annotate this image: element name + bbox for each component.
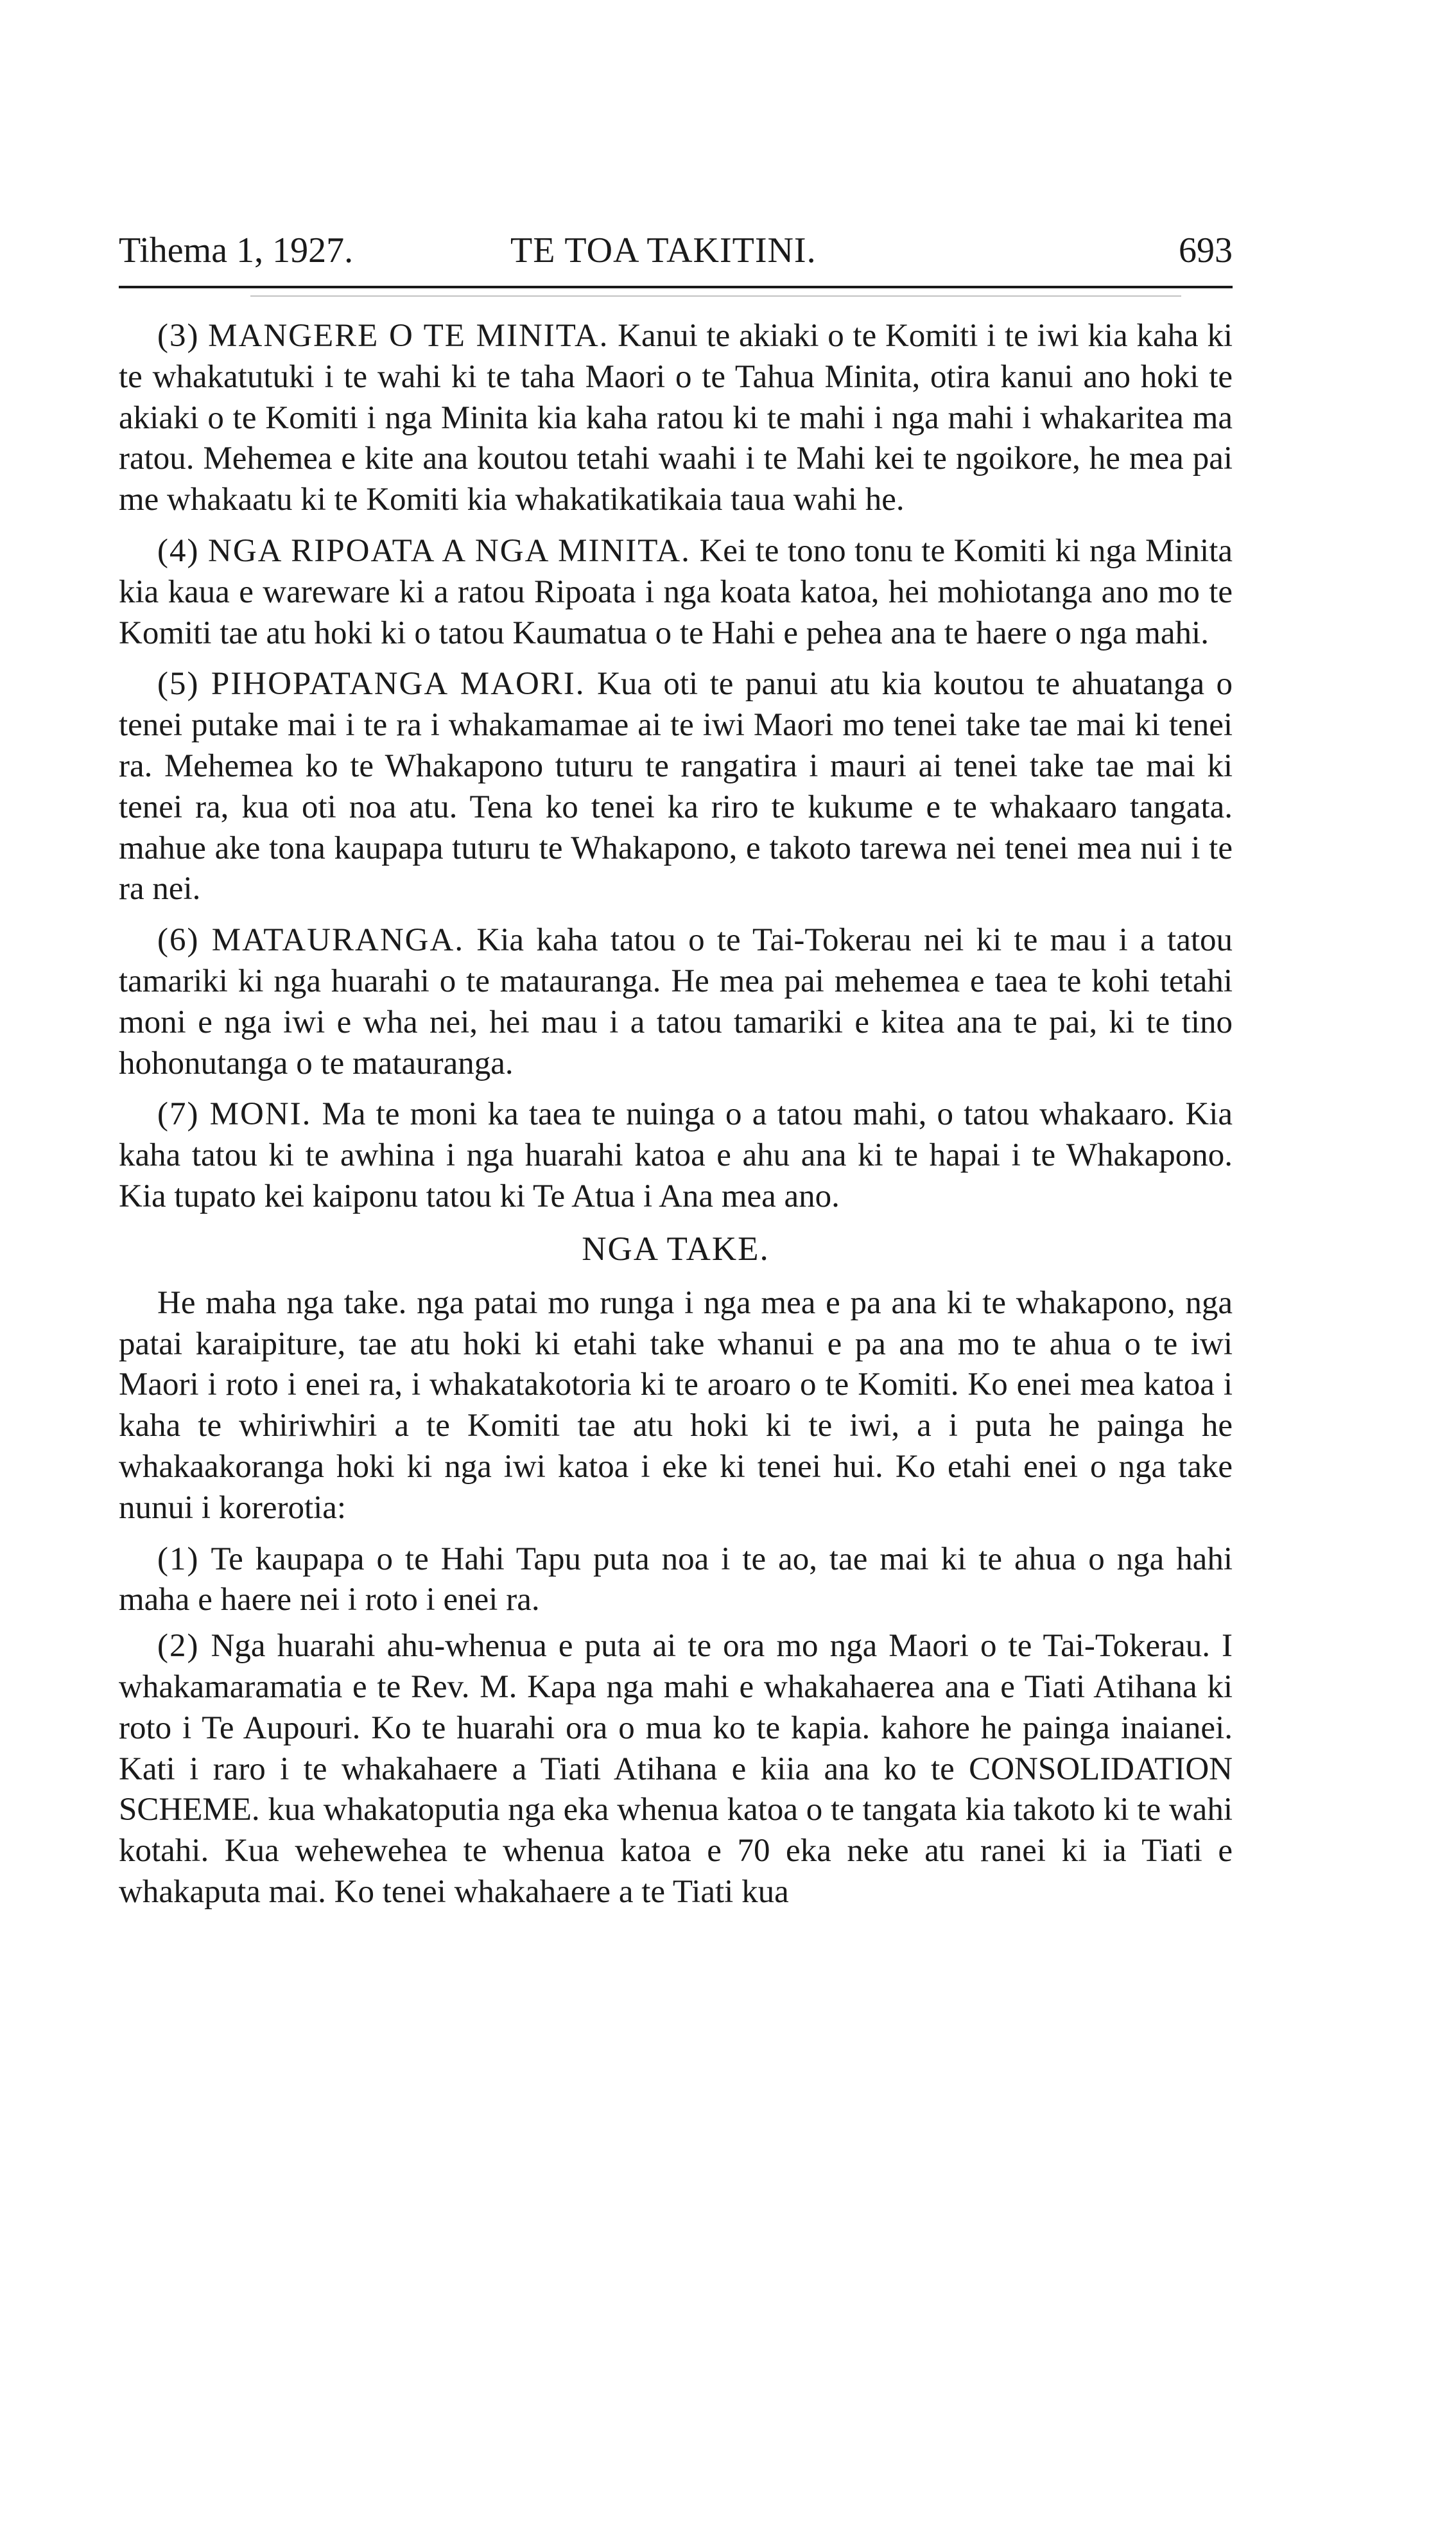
item-text: Nga huarahi ahu-whenua e puta ai te ora mo nga Maori o te Tai-Tokerau. I whakamaramatia e te Rev. M. Kapa nga mahi e whakahaerea ana e Tiati Atihana ki roto i Te Aupouri. Ko te huarahi ora o mua ko te kapia. kahore he painga inaianei. Kati i raro i te whakahaere a Tiati Atihana e kiia ana ko te CONSOLIDATION SCHEME. kua whakatoputia nga eka whenua katoa o te tangata kia takoto ki te wahi kotahi. Kua wehewehea te whenua katoa e 70 eka neke atu ranei ki ia Tiati e whakaputa mai. Ko tenei whakahaere a te Tiati kua bbox=[119, 1628, 1233, 1910]
section-number: (7) bbox=[157, 1096, 200, 1133]
nga-take-heading: NGA TAKE. bbox=[582, 1230, 770, 1268]
section-heading: MATAURANGA. bbox=[211, 922, 465, 959]
item-number: (1) bbox=[157, 1541, 200, 1577]
section-heading: MONI. bbox=[209, 1096, 312, 1133]
section-number: (4) bbox=[157, 532, 200, 569]
section-7 bbox=[119, 1094, 1233, 1217]
header-title: TE TOA TAKITINI. bbox=[510, 231, 817, 270]
page-number: 693 bbox=[1179, 231, 1233, 270]
nga-take-intro: He maha nga take. nga patai mo runga i nga mea e pa ana ki te whakapono, nga patai karaipiture, tae atu hoki ki etahi take whanui e pa ana mo te ahua o te iwi Maori i roto i enei ra, i whakatakotoria ki te aroaro o te Komiti. Ko enei mea katoa i kaha te whiriwhiri a te Komiti tae atu hoki ki te iwi, a i puta he painga he whakaakoranga hoki ki nga iwi katoa i eke ki tenei hui. Ko etahi enei o nga take nunui i korerotia: bbox=[119, 1284, 1233, 1526]
section-number: (5) bbox=[157, 666, 200, 703]
header-rule-secondary bbox=[250, 295, 1181, 297]
header-rule bbox=[119, 286, 1233, 288]
section-heading: PIHOPATANGA MAORI. bbox=[211, 666, 585, 703]
body-text bbox=[119, 316, 1233, 1918]
section-6 bbox=[119, 920, 1233, 1084]
section-text: Kei te tono tonu te Komiti ki nga Minita kia kaua e wareware ki a ratou Ripoata i nga koata katoa, hei mohiotanga ano mo te Komiti tae atu hoki ki o tatou Kaumatua o te Hahi e pehea ana te haere o nga mahi. bbox=[119, 532, 1233, 651]
section-text: Ma te moni ka taea te nuinga o a tatou mahi, o tatou whakaaro. Kia kaha tatou ki te awhina i nga huarahi katoa e ahu ana ki te hapai i te Whakapono. Kia tupato kei kaiponu tatou ki Te Atua i Ana mea ano. bbox=[119, 1096, 1233, 1214]
take-item-2 bbox=[119, 1626, 1233, 1913]
section-number: (6) bbox=[157, 922, 200, 959]
section-text: Kanui te akiaki o te Komiti i te iwi kia kaha ki te whakatutuki i te wahi ki te taha Maori o te Tahua Minita, otira kanui ano hoki te akiaki o te Komiti i nga Minita kia kaha ratou ki te mahi i nga mahi i whakaritea ma ratou. Mehemea e kite ana koutou tetahi waahi i te Mahi kei te ngoikore, he mea pai me whakaatu ki te Komiti kia whakatikatikaia taua wahi he. bbox=[119, 318, 1233, 518]
section-text: Kia kaha tatou o te Tai-Tokerau nei ki te mau i a tatou tamariki ki nga huarahi o te matauranga. He mea pai mehemea e taea te kohi tetahi moni e nga iwi e wha nei, hei mau i a tatou tamariki e kitea ana te pai, ki te tino hohonutanga o te matauranga. bbox=[119, 922, 1233, 1081]
header-date: Tihema 1, 1927. bbox=[119, 231, 354, 270]
section-5 bbox=[119, 664, 1233, 910]
running-header bbox=[119, 222, 1233, 279]
section-4 bbox=[119, 531, 1233, 654]
section-text: Kua oti te panui atu kia koutou te ahuatanga o tenei putake mai i te ra i whakamamae ai te iwi Maori mo tenei take tae mai ki tenei ra. Mehemea ko te Whakapono tuturu te rangatira i mauri ai tenei take tae mai ki tenei ra, kua oti noa atu. Tena ko tenei ka riro te kukume e te whakaaro tangata. mahue ake tona kaupapa tuturu te Whakapono, e takoto tarewa nei tenei mea nui i te ra nei. bbox=[119, 666, 1233, 907]
item-text: Te kaupapa o te Hahi Tapu puta noa i te ao, tae mai ki te ahua o nga hahi maha e haere nei i roto i enei ra. bbox=[119, 1541, 1233, 1618]
item-number: (2) bbox=[157, 1628, 200, 1665]
section-heading: NGA RIPOATA A NGA MINITA. bbox=[208, 532, 691, 569]
section-number: (3) bbox=[157, 318, 200, 354]
take-item-1 bbox=[119, 1539, 1233, 1622]
section-heading: MANGERE O TE MINITA. bbox=[208, 318, 609, 354]
section-3 bbox=[119, 316, 1233, 521]
